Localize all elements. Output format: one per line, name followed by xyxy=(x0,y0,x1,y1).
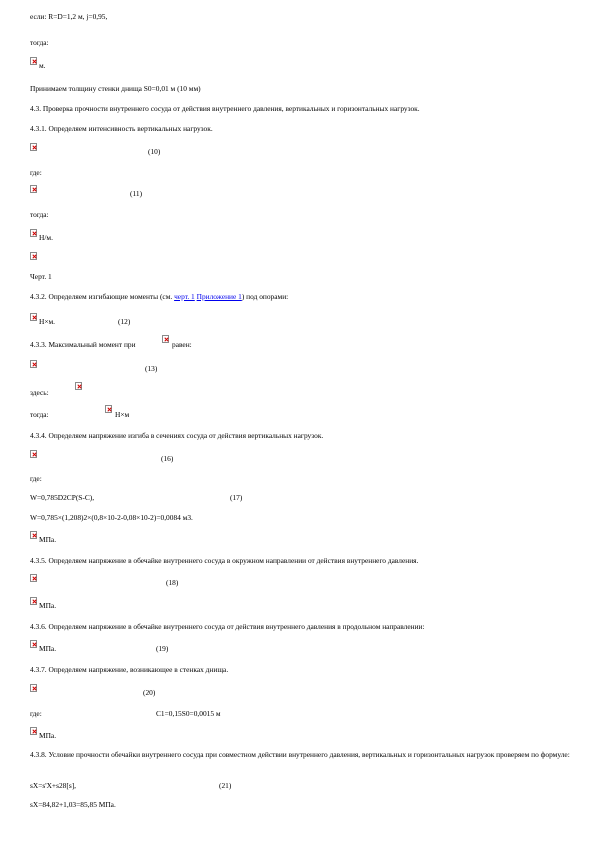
equation-number: (16) xyxy=(161,454,174,463)
heading-text-end: равен: xyxy=(172,340,192,349)
equation-number: (21) xyxy=(219,781,232,790)
broken-image-icon xyxy=(30,143,37,151)
text-where: где: xyxy=(30,168,42,177)
unit-text: Н/м. xyxy=(39,233,53,242)
broken-image-icon xyxy=(30,727,37,735)
heading-text: 4.3.2. Определяем изгибающие моменты (см. xyxy=(30,292,173,301)
unit-text: МПа. xyxy=(39,644,57,653)
unit-text: Н×м. xyxy=(39,317,56,326)
unit-text: МПа. xyxy=(39,535,57,544)
broken-image-icon xyxy=(30,684,37,692)
formula-sx: sX=s'X+s28[s], xyxy=(30,781,77,790)
unit-text: МПа. xyxy=(39,601,57,610)
heading-text-end: ) под опорами: xyxy=(241,292,289,301)
link-appendix-1[interactable]: Приложение 1 xyxy=(196,292,242,301)
link-chart-1[interactable]: черт. 1 xyxy=(174,292,195,301)
broken-image-icon xyxy=(75,382,82,390)
section-heading-4-3: 4.3. Проверка прочности внутреннего сосуда от действия внутреннего давления, вертикальных и горизонтальных нагрузок. xyxy=(30,104,420,113)
section-heading-4-3-7: 4.3.7. Определяем напряжение, возникающее в стенках днища. xyxy=(30,665,229,674)
condition-line: если: R=D=1,2 м, j=0,95, xyxy=(30,12,108,21)
equation-number: (10) xyxy=(148,147,161,156)
formula-sx-calc: sX=84,82+1,03=85,85 МПа. xyxy=(30,800,116,809)
broken-image-icon xyxy=(30,185,37,193)
formula-w: W=0,785D2CP(S-C), xyxy=(30,493,95,502)
equation-number: (20) xyxy=(143,688,156,697)
broken-image-icon xyxy=(30,450,37,458)
text-where: где: xyxy=(30,474,42,483)
broken-image-icon xyxy=(162,335,169,343)
text-then: тогда: xyxy=(30,410,49,419)
unit-text: м. xyxy=(39,61,46,70)
figure-caption: Черт. 1 xyxy=(30,272,52,281)
equation-number: (18) xyxy=(166,578,179,587)
broken-image-icon xyxy=(30,252,37,260)
equation-number: (11) xyxy=(130,189,143,198)
formula-c1: C1=0,15S0=0,0015 м xyxy=(156,709,221,718)
broken-image-icon xyxy=(30,640,37,648)
thickness-paragraph: Принимаем толщину стенки днища S0=0,01 м (10 мм) xyxy=(30,84,201,93)
heading-text: 4.3.3. Максимальный момент при xyxy=(30,340,136,349)
broken-image-icon xyxy=(105,405,112,413)
section-heading-4-3-3 xyxy=(30,340,136,349)
text-then: тогда: xyxy=(30,38,49,47)
section-heading-4-3-2 xyxy=(30,292,288,301)
broken-image-icon xyxy=(30,229,37,237)
formula-w-calc: W=0,785×(1,208)2×(0,8×10-2-0,08×10-2)=0,0084 м3. xyxy=(30,513,193,522)
broken-image-icon xyxy=(30,313,37,321)
unit-text: Н×м xyxy=(115,410,130,419)
section-heading-4-3-5: 4.3.5. Определяем напряжение в обечайке внутреннего сосуда в окружном направлении от действия внутреннего давления. xyxy=(30,556,419,565)
broken-image-icon xyxy=(30,360,37,368)
equation-number: (13) xyxy=(145,364,158,373)
broken-image-icon xyxy=(30,57,37,65)
broken-image-icon xyxy=(30,597,37,605)
equation-number: (19) xyxy=(156,644,169,653)
section-heading-4-3-6: 4.3.6. Определяем напряжение в обечайке внутреннего сосуда от действия внутреннего давления в продольном направлении: xyxy=(30,622,425,631)
equation-number: (17) xyxy=(230,493,243,502)
broken-image-icon xyxy=(30,574,37,582)
text-here: здесь: xyxy=(30,388,49,397)
section-heading-4-3-4: 4.3.4. Определяем напряжение изгиба в сечениях сосуда от действия вертикальных нагрузок. xyxy=(30,431,324,440)
broken-image-icon xyxy=(30,531,37,539)
section-heading-4-3-8: 4.3.8. Условие прочности обечайки внутреннего сосуда при совместном действии внутреннего давления, вертикальных и горизонтальных нагрузок проверяем по формуле: xyxy=(30,750,570,759)
section-heading-4-3-1: 4.3.1. Определяем интенсивность вертикальных нагрузок. xyxy=(30,124,213,133)
equation-number: (12) xyxy=(118,317,131,326)
text-then: тогда: xyxy=(30,210,49,219)
text-where: где: xyxy=(30,709,42,718)
unit-text: МПа. xyxy=(39,731,57,740)
